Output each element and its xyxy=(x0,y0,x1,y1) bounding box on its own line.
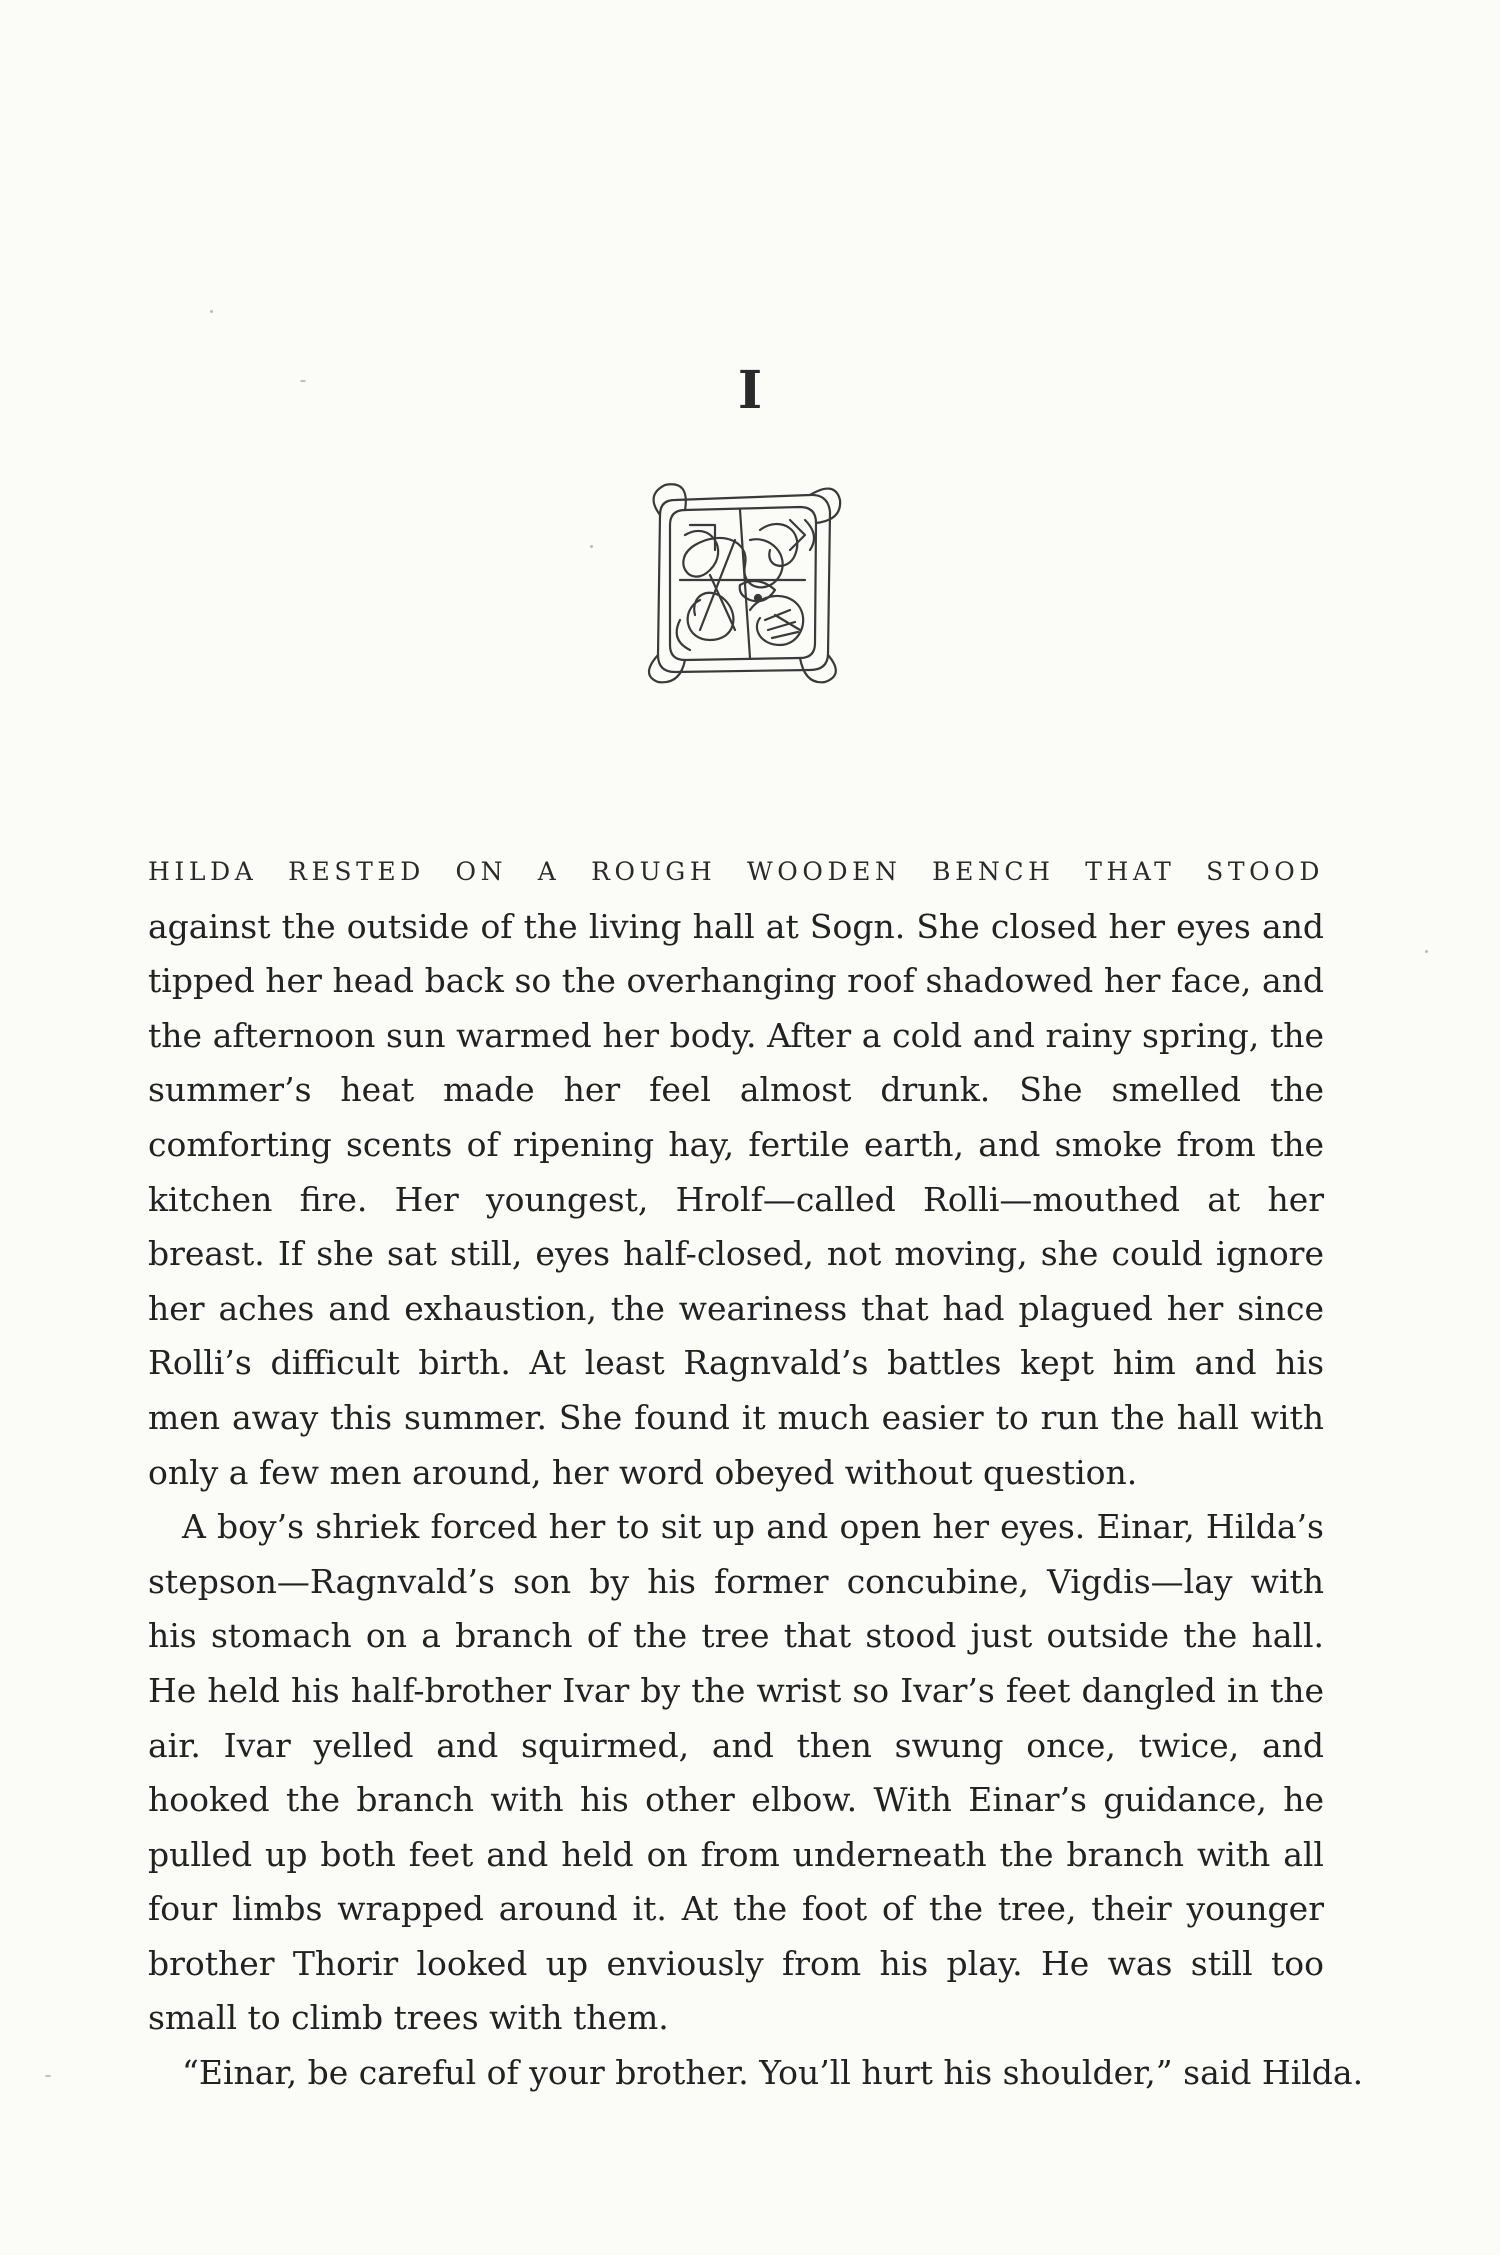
paper-speck xyxy=(590,545,593,548)
celtic-knot-bird-ornament-icon xyxy=(640,480,845,685)
opening-paragraph-text: against the outside of the living hall at Sogn. She closed her eyes and tipped her head back so the overhanging roof shadowed her face, and the afternoon sun warmed her body. After a cold and rainy spring, the summer’s heat made her feel almost drunk. She smelled the comforting scents of ripening hay, fertile earth, and smoke from the kitchen fire. Her youngest, Hrolf—called Rolli—mouthed at her breast. If she sat still, eyes half-closed, not moving, she could ignore her aches and exhaustion, the weariness that had plagued her since Rolli’s difficult birth. At least Ragnvald’s battles kept him and his men away this summer. She found it much easier to run the hall with only a few men around, her word obeyed without question. xyxy=(148,906,1324,1492)
opening-smallcaps-line: HILDA RESTED ON A ROUGH WOODEN BENCH THAT STOOD xyxy=(148,857,1324,886)
paper-speck xyxy=(45,2075,51,2077)
paper-speck xyxy=(1425,950,1428,953)
opening-paragraph xyxy=(148,845,1324,1500)
chapter-number: I xyxy=(737,360,763,421)
paragraph-3: “Einar, be careful of your brother. You’ll hurt his shoulder,” said Hilda. xyxy=(182,2053,1364,2093)
chapter-text xyxy=(148,845,1364,2101)
paragraph-2: A boy’s shriek forced her to sit up and open her eyes. Einar, Hilda’s stepson—Ragnvald’s son by his former concubine, Vigdis—lay with his stomach on a branch of the tree that stood just outside the hall. He held his half-brother Ivar by the wrist so Ivar’s feet dangled in the air. Ivar yelled and squirmed, and then swung once, twice, and hooked the branch with his other elbow. With Einar’s guidance, he pulled up both feet and held on from underneath the branch with all four limbs wrapped around it. At the foot of the tree, their younger brother Thorir looked up enviously from his play. He was still too small to climb trees with them. xyxy=(148,1507,1324,2038)
paper-speck xyxy=(210,310,213,313)
